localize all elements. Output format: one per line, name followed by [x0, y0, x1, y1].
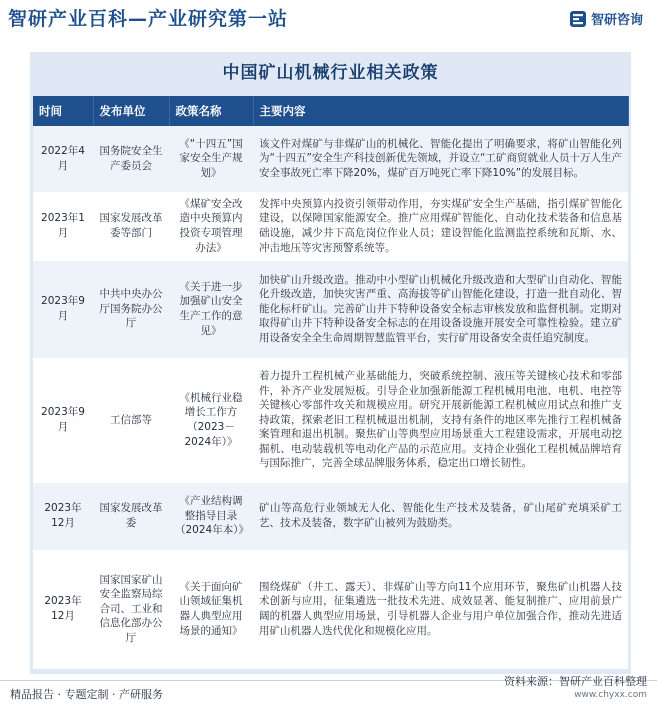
row-content: 着力提升工程机械产业基础能力，突破系统控制、液压等关键核心技术和零部件，补齐产业发展短板。引导企业加强新能源工程机械用电池、电机、电控等关键核心零部件攻关和规模应用。研究开展新能源工程机械应用试点和推广支持政策，探索老旧工程机械退出机制，支持有条件的地区率先推行工程机械备案管理和退出机制。聚焦矿山等典型应用场景重大工程建设需求，开展电动挖掘机、电动装载机等电动化产品的示范应用。支持企业强化工程机械品牌培育与国际推广，完善全球品牌服务体系，稳定出口增长韧性。 [253, 358, 628, 482]
row-content: 加快矿山升级改造。推动中小型矿山机械化升级改造和大型矿山自动化、智能化升级改造，加快灾害严重、高海拔等矿山智能化建设，打造一批自动化、智能化标杆矿山。完善矿山井下特种设备安全标志审核发放和监督机制。定期对取得矿山井下特种设备安全标志的在用设备设施开展安全可靠性检验。建立矿用设备安全全生命周期智慧监管平台，实行矿用设备安全责任追究制度。 [253, 260, 628, 358]
row-time: 2023年12月 [33, 550, 93, 668]
site-url[interactable]: www.chyxx.com [574, 690, 647, 700]
policy-panel [30, 52, 631, 674]
source-text: 资料来源：智研产业百科整理 [504, 675, 647, 688]
row-content: 围绕煤矿（井工、露天）、非煤矿山等方向11个应用环节，聚焦矿山机器人技术创新与应用，征集遴选一批技术先进、成效显著、能复制推广、应用前景广阔的机器人典型应用场景，引导机器人企业与用户单位加强合作，推动先进适用矿山机器人迭代优化和规模化应用。 [253, 550, 628, 668]
row-unit: 国家发展改革委等部门 [93, 192, 169, 260]
row-time: 2023年1月 [33, 192, 93, 260]
row-unit: 中共中央办公厅国务院办公厅 [93, 260, 169, 358]
table-row [33, 550, 628, 668]
row-unit: 国家发展改革委 [93, 482, 169, 550]
table-row [33, 482, 628, 550]
row-time: 2023年9月 [33, 260, 93, 358]
top-bar [0, 0, 657, 36]
row-policy-name: 《关于进一步加强矿山安全生产工作的意见》 [169, 260, 253, 358]
row-unit: 国务院安全生产委员会 [93, 126, 169, 192]
row-time: 2022年4月 [33, 126, 93, 192]
row-policy-name: 《产业结构调整指导目录（2024年本）》 [169, 482, 253, 550]
column-header-time: 时间 [33, 96, 93, 126]
footer [0, 675, 657, 706]
column-header-name: 政策名称 [169, 96, 253, 126]
policy-table [33, 96, 629, 669]
row-policy-name: 《关于面向矿山领域征集机器人典型应用场景的通知》 [169, 550, 253, 668]
row-unit: 工信部等 [93, 358, 169, 482]
row-content: 矿山等高危行业领域无人化、智能化生产技术及装备，矿山尾矿充填采矿工艺、技术及装备，数字矿山被列为鼓励类。 [253, 482, 628, 550]
footer-source [504, 673, 647, 700]
table-header-row [33, 96, 628, 126]
row-policy-name: 《机械行业稳增长工作方（2023－2024年）》 [169, 358, 253, 482]
table-row [33, 126, 628, 192]
row-time: 2023年12月 [33, 482, 93, 550]
row-content: 该文件对煤矿与非煤矿山的机械化、智能化提出了明确要求，将矿山智能化列为“十四五”安全生产科技创新优先领域，并设立“工矿商贸就业人员十万人生产安全事故死亡率下降20%，煤矿百万吨死亡率下降10%”的发展目标。 [253, 126, 628, 192]
row-content: 发挥中央预算内投资引领带动作用，夯实煤矿安全生产基础，指引煤矿智能化建设，以保障国家能源安全。推广应用煤矿智能化、自动化技术装备和信息基础设施，减少井下高危岗位作业人员；建设智能化监测监控系统和瓦斯、水、冲击地压等灾害预警系统等。 [253, 192, 628, 260]
row-policy-name: 《煤矿安全改造中央预算内投资专项管理办法》 [169, 192, 253, 260]
brand[interactable] [569, 9, 643, 28]
row-policy-name: 《“十四五”国家安全生产规划》 [169, 126, 253, 192]
column-header-content: 主要内容 [253, 96, 628, 126]
site-title: 智研产业百科—产业研究第一站 [8, 8, 289, 30]
footer-services: 精品报告 · 专题定制 · 产研服务 [10, 688, 163, 701]
zhiyan-logo-icon [569, 10, 587, 28]
brand-name: 智研咨询 [590, 13, 643, 28]
column-header-unit: 发布单位 [93, 96, 169, 126]
table-row [33, 358, 628, 482]
table-row [33, 260, 628, 358]
panel-title: 中国矿山机械行业相关政策 [222, 63, 439, 83]
row-unit: 国家国家矿山安全监察局综合司、工业和信息化部办公厅 [93, 550, 169, 668]
row-time: 2023年9月 [33, 358, 93, 482]
table-row [33, 192, 628, 260]
